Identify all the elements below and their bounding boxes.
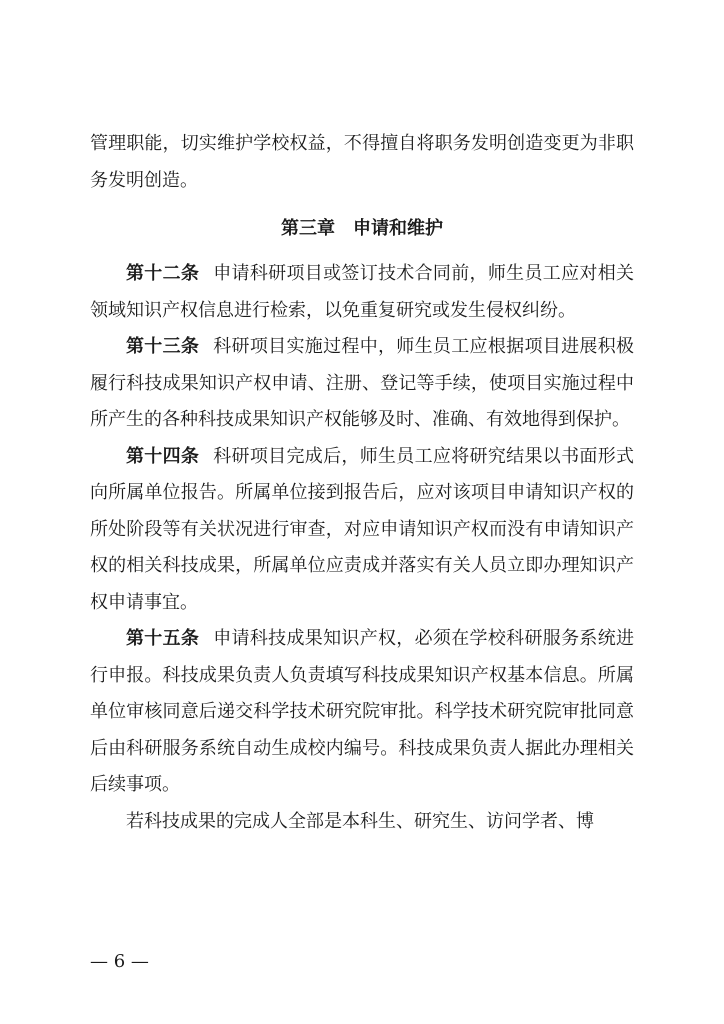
- last-paragraph: 若科技成果的完成人全部是本科生、研究生、访问学者、博: [126, 810, 594, 832]
- chapter-name: 申请和维护: [353, 218, 443, 239]
- article-text: 申请科技成果知识产权，必须在学校科研服务系统进行申报。科技成果负责人负责填写科技成果知识产权基本信息。所属单位审核同意后递交科学技术研究院审批。科学技术研究院审批同意后由科研服务系统自动生成校内编号。科技成果负责人据此办理相关后续事项。: [90, 628, 635, 795]
- page-number: — 6 —: [90, 951, 149, 972]
- article-label: 第十二条: [126, 263, 200, 284]
- article-text: 科研项目实施过程中，师生员工应根据项目进展积极履行科技成果知识产权申请、注册、登记等手续，使项目实施过程中所产生的各种科技成果知识产权能够及时、准确、有效地得到保护。: [90, 336, 635, 430]
- article-12: [90, 256, 634, 329]
- article-text: 申请科研项目或签订技术合同前，师生员工应对相关领域知识产权信息进行检索，以免重复研究或发生侵权纠纷。: [90, 263, 635, 321]
- article-label: 第十三条: [126, 336, 200, 357]
- article-label: 第十四条: [126, 445, 200, 467]
- article-15: [90, 621, 634, 804]
- chapter-heading: [90, 211, 634, 247]
- article-text: 科研项目完成后，师生员工应将研究结果以书面形式向所属单位报告。所属单位接到报告后，应对该项目申请知识产权的所处阶段等有关状况进行审查，对应申请知识产权而没有申请知识产权的相关科技成果，所属单位应责成并落实有关人员立即办理知识产权申请事宜。: [90, 445, 635, 613]
- continuation-paragraph: 管理职能，切实维护学校权益，不得擅自将职务发明创造变更为非职务发明创造。: [90, 133, 634, 191]
- chapter-number: 第三章: [281, 218, 335, 239]
- article-13: [90, 329, 634, 439]
- article-14: [90, 439, 634, 622]
- article-label: 第十五条: [126, 628, 200, 649]
- body-text: [90, 126, 634, 840]
